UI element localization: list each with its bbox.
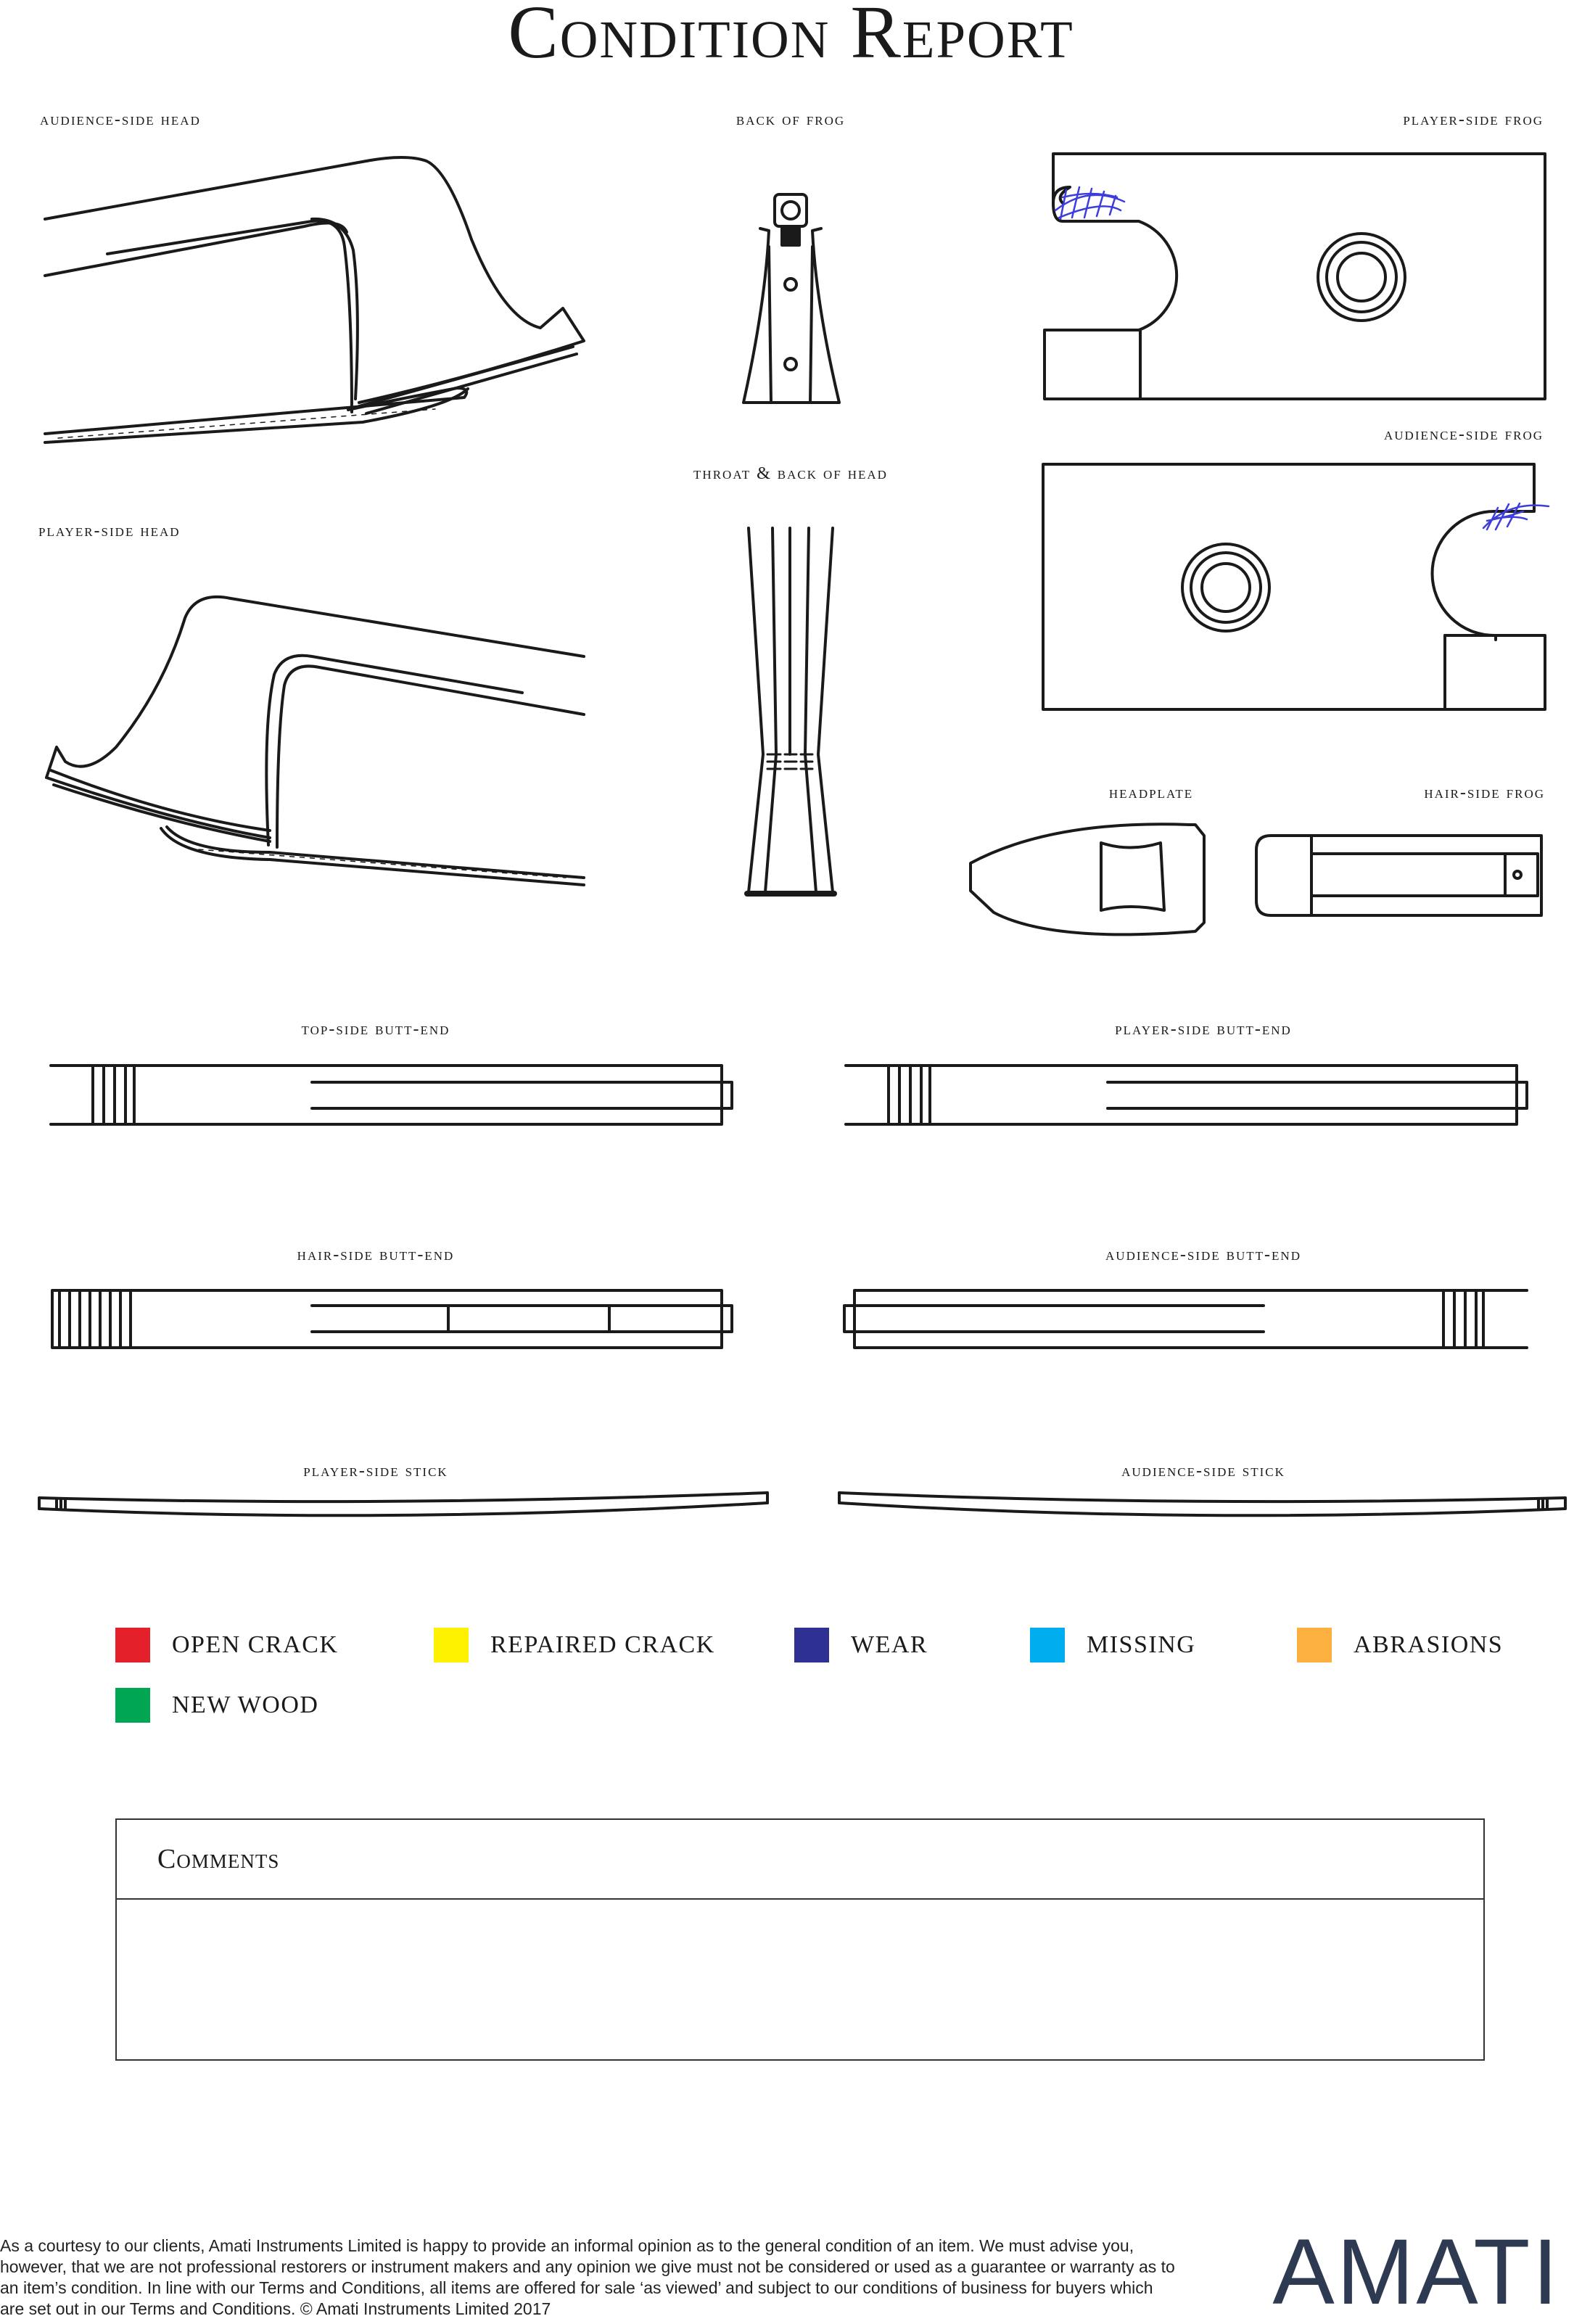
legend-missing [1030, 1627, 1195, 1663]
top-side-butt-end-drawing [51, 1066, 732, 1124]
label-audience-side-head: audience-side head [40, 110, 201, 129]
audience-side-frog-drawing [1043, 464, 1545, 709]
audience-side-head-drawing [45, 157, 584, 442]
legend-wear [794, 1627, 928, 1663]
legend-label: MISSING [1087, 1631, 1196, 1658]
swatch-wear [794, 1628, 829, 1662]
legend-label: REPAIRED CRACK [490, 1631, 715, 1658]
legend-open-crack [115, 1627, 338, 1663]
legend-label: NEW WOOD [172, 1692, 319, 1718]
audience-side-stick-drawing [839, 1493, 1565, 1515]
headplate-drawing [971, 824, 1204, 934]
label-player-side-butt-end: player-side butt-end [1115, 1020, 1292, 1039]
throat-back-of-head-drawing [747, 528, 834, 894]
label-player-side-stick: player-side stick [303, 1462, 448, 1480]
legend-label: ABRASIONS [1354, 1631, 1504, 1658]
label-audience-side-butt-end: audience-side butt-end [1105, 1245, 1301, 1264]
legend-label: OPEN CRACK [172, 1631, 339, 1658]
legend-label: WEAR [851, 1631, 928, 1658]
comments-field[interactable] [117, 1900, 1483, 2059]
swatch-abrasions [1297, 1628, 1332, 1662]
wear-marking-audience-frog [1483, 503, 1549, 530]
swatch-open-crack [115, 1628, 150, 1662]
player-side-stick-drawing [39, 1493, 767, 1515]
player-side-butt-end-drawing [846, 1066, 1527, 1124]
label-top-side-butt-end: top-side butt-end [301, 1020, 450, 1039]
label-throat-back-of-head: throat & back of head [693, 464, 888, 483]
label-audience-side-frog: audience-side frog [1384, 425, 1544, 444]
player-side-frog-drawing [1045, 154, 1545, 399]
wear-marking-player-frog [1055, 187, 1124, 219]
swatch-missing [1030, 1628, 1065, 1662]
label-hair-side-butt-end: hair-side butt-end [297, 1245, 455, 1264]
back-of-frog-drawing [743, 194, 839, 403]
amati-logo: AMATI [1272, 2220, 1560, 2324]
label-player-side-frog: player-side frog [1403, 110, 1544, 129]
page-title: Condition Report [508, 0, 1074, 74]
hair-side-frog-drawing [1256, 836, 1541, 915]
legend-repaired-crack [434, 1627, 715, 1663]
legend-abrasions [1297, 1627, 1503, 1663]
comments-heading: Comments [117, 1820, 1483, 1900]
swatch-repaired-crack [434, 1628, 469, 1662]
legend-new-wood [115, 1687, 318, 1723]
label-player-side-head: player-side head [38, 522, 181, 540]
disclaimer-text: As a courtesy to our clients, Amati Instruments Limited is happy to provide an informal opinion as to the general condition of an item. We must advise you, however, that we are not professional restorers or instrument makers and any opinion we give must not be considered or used as a guarantee or warranty as to an item’s condition. In line with our Terms and Conditions, all items are offered for sale ‘as viewed’ and subject to our conditions of business for buyers which are set out in our Terms and Conditions. © Amati Instruments Limited 2017 [0, 2236, 1175, 2318]
label-audience-side-stick: audience-side stick [1121, 1462, 1285, 1480]
swatch-new-wood [115, 1688, 150, 1723]
comments-box [115, 1818, 1485, 2061]
label-back-of-frog: back of frog [736, 110, 846, 129]
label-headplate: headplate [1108, 783, 1194, 802]
hair-side-butt-end-drawing [52, 1290, 732, 1348]
label-hair-side-frog: hair-side frog [1424, 783, 1545, 802]
audience-side-butt-end-drawing [844, 1290, 1527, 1348]
player-side-head-drawing [46, 597, 584, 885]
